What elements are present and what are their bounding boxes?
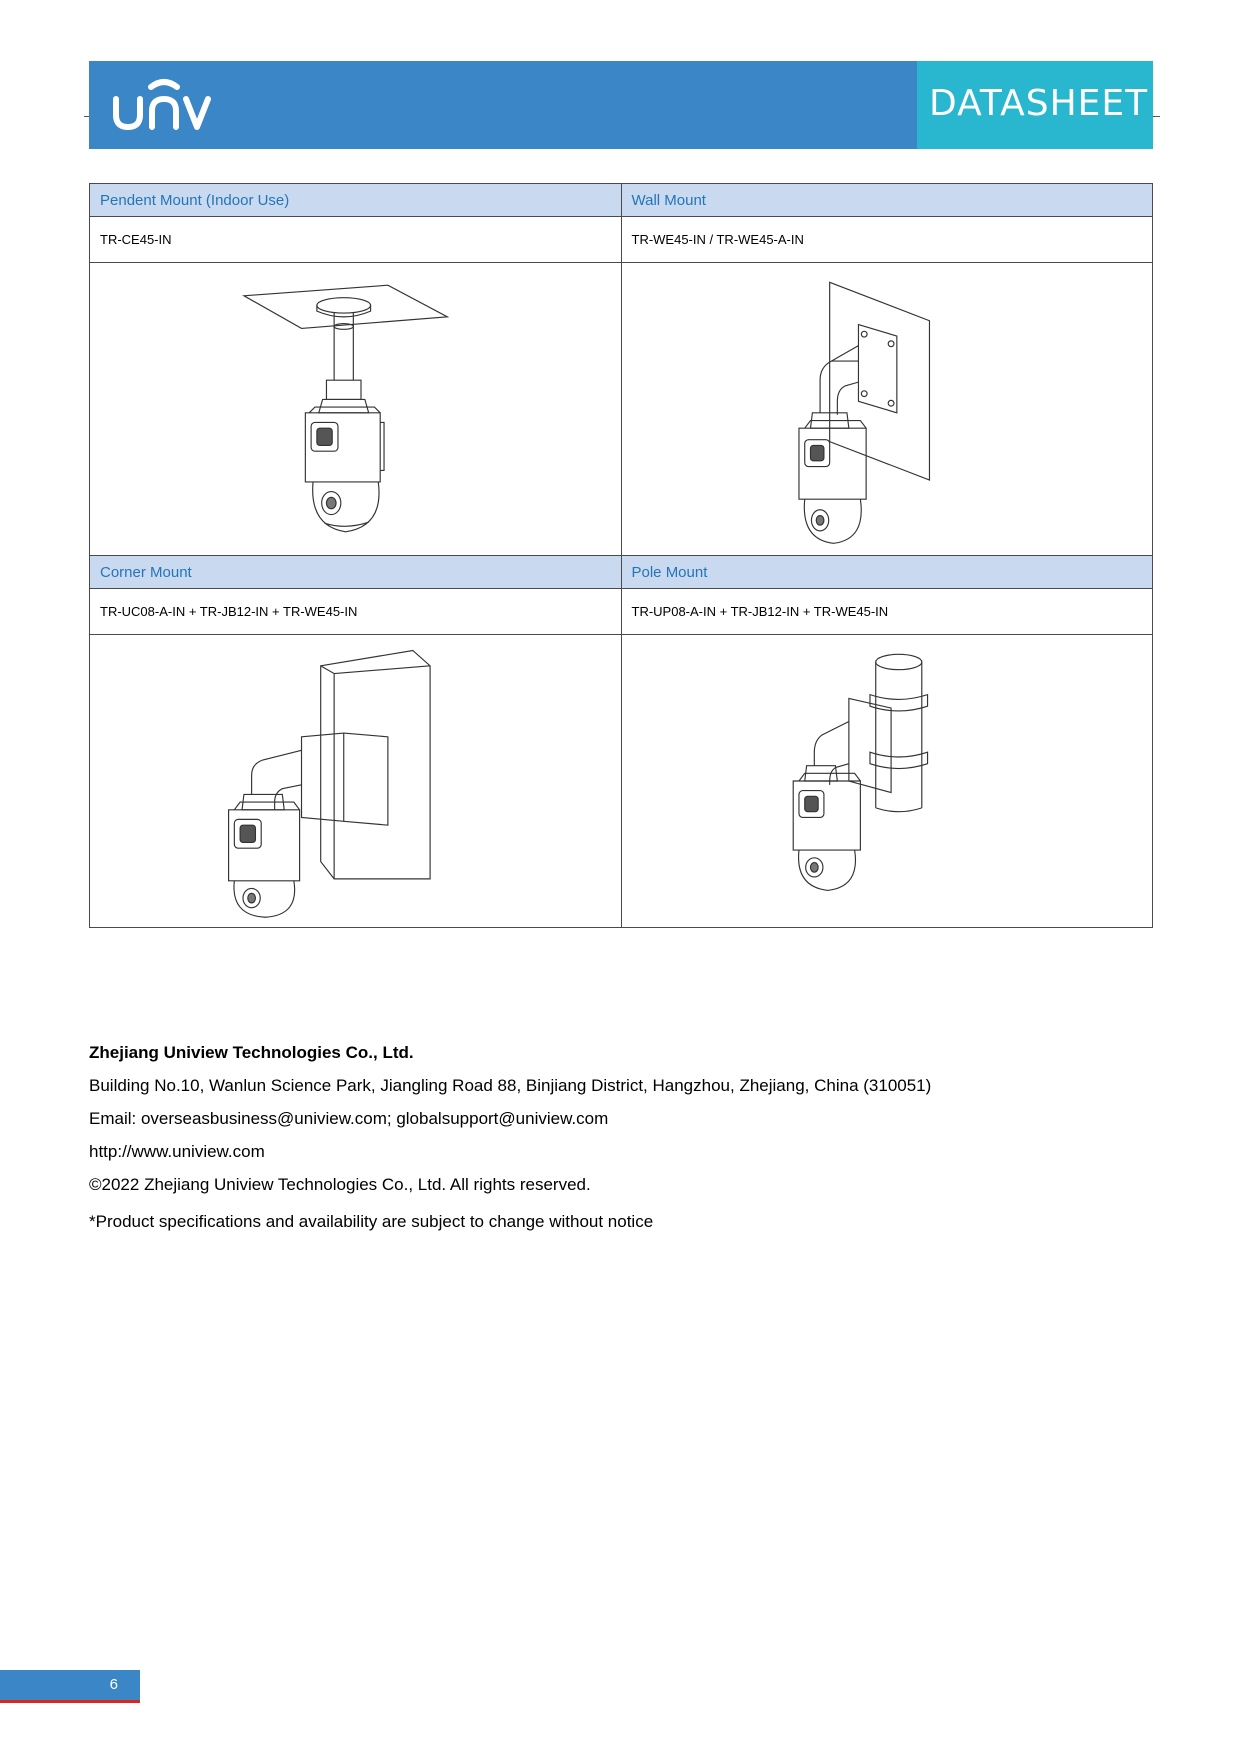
pole-mount-illustration [621,635,1153,928]
mount-title-pendent: Pendent Mount (Indoor Use) [90,184,622,217]
disclaimer-note: *Product specifications and availability are subject to change without notice [89,1212,654,1231]
mount-model-wall: TR-WE45-IN / TR-WE45-A-IN [621,217,1153,263]
mount-title-corner: Corner Mount [90,556,622,589]
mount-title-pole: Pole Mount [621,556,1153,589]
page-number-bar [0,1670,140,1703]
page-header [89,61,1153,149]
page-number: 6 [109,1676,118,1693]
wall-mount-illustration [621,263,1153,556]
datasheet-label: DATASHEET [929,83,1149,124]
corner-mount-illustration [90,635,622,928]
mount-title-wall: Wall Mount [621,184,1153,217]
company-info [89,1036,1153,1238]
company-website: http://www.uniview.com [89,1142,265,1161]
pendent-mount-illustration [90,263,622,556]
unv-logo [108,73,212,137]
mount-model-corner: TR-UC08-A-IN + TR-JB12-IN + TR-WE45-IN [90,589,622,635]
company-address: Building No.10, Wanlun Science Park, Jiangling Road 88, Binjiang District, Hangzhou, Zhejiang, China (310051) [89,1076,932,1095]
company-name: Zhejiang Uniview Technologies Co., Ltd. [89,1043,414,1062]
mount-model-pendent: TR-CE45-IN [90,217,622,263]
mount-model-pole: TR-UP08-A-IN + TR-JB12-IN + TR-WE45-IN [621,589,1153,635]
company-email: Email: overseasbusiness@uniview.com; globalsupport@uniview.com [89,1109,609,1128]
datasheet-badge [917,61,1153,149]
mount-accessories-table [89,183,1153,928]
copyright-text: ©2022 Zhejiang Uniview Technologies Co., Ltd. All rights reserved. [89,1175,591,1194]
